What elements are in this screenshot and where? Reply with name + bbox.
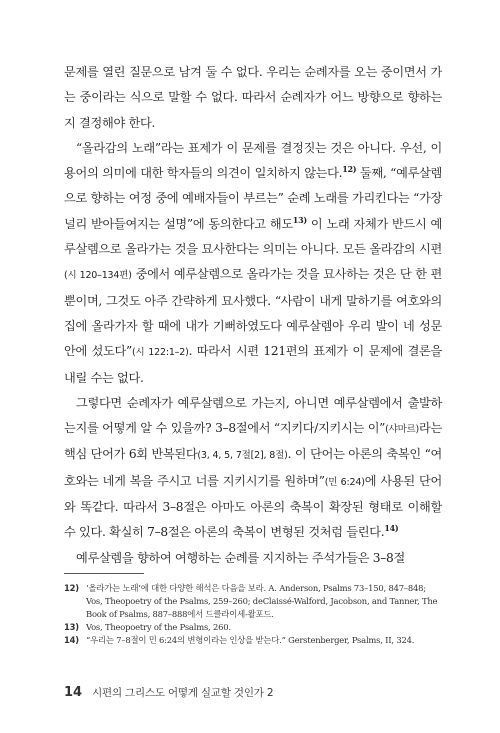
footnote-number: 14) xyxy=(64,635,79,645)
paragraph-1: 문제를 열린 질문으로 남겨 둘 수 없다. 우리는 순례자를 오는 중이면서 가는 중이라는 식으로 말할 수 없다. 따라서 순례자가 어느 방향으로 향하는지 결정해야 한다. xyxy=(64,65,442,130)
footnote-ref-13[interactable]: 13) xyxy=(292,214,307,225)
footnotes xyxy=(64,582,440,647)
footnote-ref-12[interactable]: 12) xyxy=(342,164,357,175)
footnote-number: 12) xyxy=(64,583,79,593)
footnote-number: 13) xyxy=(64,622,79,632)
footnote-13 xyxy=(64,621,440,634)
scripture-ref: (민 6:24) xyxy=(324,476,365,488)
paragraph-4: 예루살렘을 향하여 여행하는 순례를 지지하는 주석가들은 3–8절 xyxy=(76,550,405,565)
footnote-14 xyxy=(64,634,440,647)
scripture-ref: (시 122:1–2) xyxy=(131,347,189,359)
body-text xyxy=(64,60,442,571)
footnote-text: “우리는 7–8절이 민 6:24의 변형이라는 인상을 받는다.” Gerstenberger, Psalms, II, 324. xyxy=(86,635,415,645)
footnote-text: Vos, Theopoetry of the Psalms, 260. xyxy=(86,622,231,632)
footnote-12 xyxy=(64,582,440,621)
footnote-divider xyxy=(64,573,144,574)
footnote-text: ‘올라가는 노래’에 대한 다양한 해석은 다음을 보라. A. Anderson, Psalms 73–150, 847–848; Vos, Theopoetry of the Psalms, 259–260; deClaissé-Walford, Jacobson, and Tanner, The Book of Psalms, 887–888에서 드클라이세-왈포드. xyxy=(86,583,438,619)
running-title: 시편의 그리스도 어떻게 실교할 것인가 2 xyxy=(92,686,274,699)
verse-list: (3, 4, 5, 7절[2], 8절) xyxy=(197,450,288,462)
footnote-ref-14[interactable]: 14) xyxy=(384,523,399,534)
page-number: 14 xyxy=(64,684,83,700)
paragraph-2: “올라감의 노래”라는 표제가 이 문제를 결정짓는 것은 아니다. 우선, 이 용어의 의미에 대한 학자들의 의견이 일치하지 않는다.$^{12)}$ 둘째, “예루살렘으로 향하는 여정 중에 예배자들이 부르는” 순례 노래를 가리킨다는 “가장 널리 받아들여지는 설명”에 동의한다고 해도$^{13)}$ 이 노래 자체가 반드시 예루살렘으로 올라가는 것을 묘사한다는 의미는 아니다. 모든 올라감의 시편(시 120–134편) 중에서 예루살렘으로 올라가는 것을 묘사하는 것은 단 한 편뿐이며, 그것도 아주 간략하게 묘사했다. “사람이 내게 말하기를 여호와의 집에 올라가자 할 때에 내가 기뻐하였도다 예루살렘아 우리 발이 네 성문 안에 섰도다”(시 122:1–2). 따라서 시편 121편의 표제가 이 문제에 결론을 내릴 수는 없다. xyxy=(64,140,442,385)
scripture-ref: (시 120–134편) xyxy=(64,270,132,282)
page-footer xyxy=(64,683,273,701)
hebrew-term: (샤마르) xyxy=(385,424,420,436)
paragraph-3: 그렇다면 순례자가 예루살렘으로 가는지, 아니면 예루살렘에서 출발하는지를 어떻게 알 수 있을까? 3–8절에서 “지키다/지키시는 이”(샤마르)라는 핵심 단어가 6회 반복된다(3, 4, 5, 7절[2], 8절). 이 단어는 아론의 축복인 “여호와는 네게 복을 주시고 너를 지키시기를 원하며”(민 6:24)에 사용된 단어와 똑같다. 따라서 3–8절은 아마도 아론의 축복이 확장된 형태로 이해할 수 있다. 확실히 7–8절은 아론의 축복이 변형된 것처럼 들린다.$^{14)}$ xyxy=(64,395,442,540)
